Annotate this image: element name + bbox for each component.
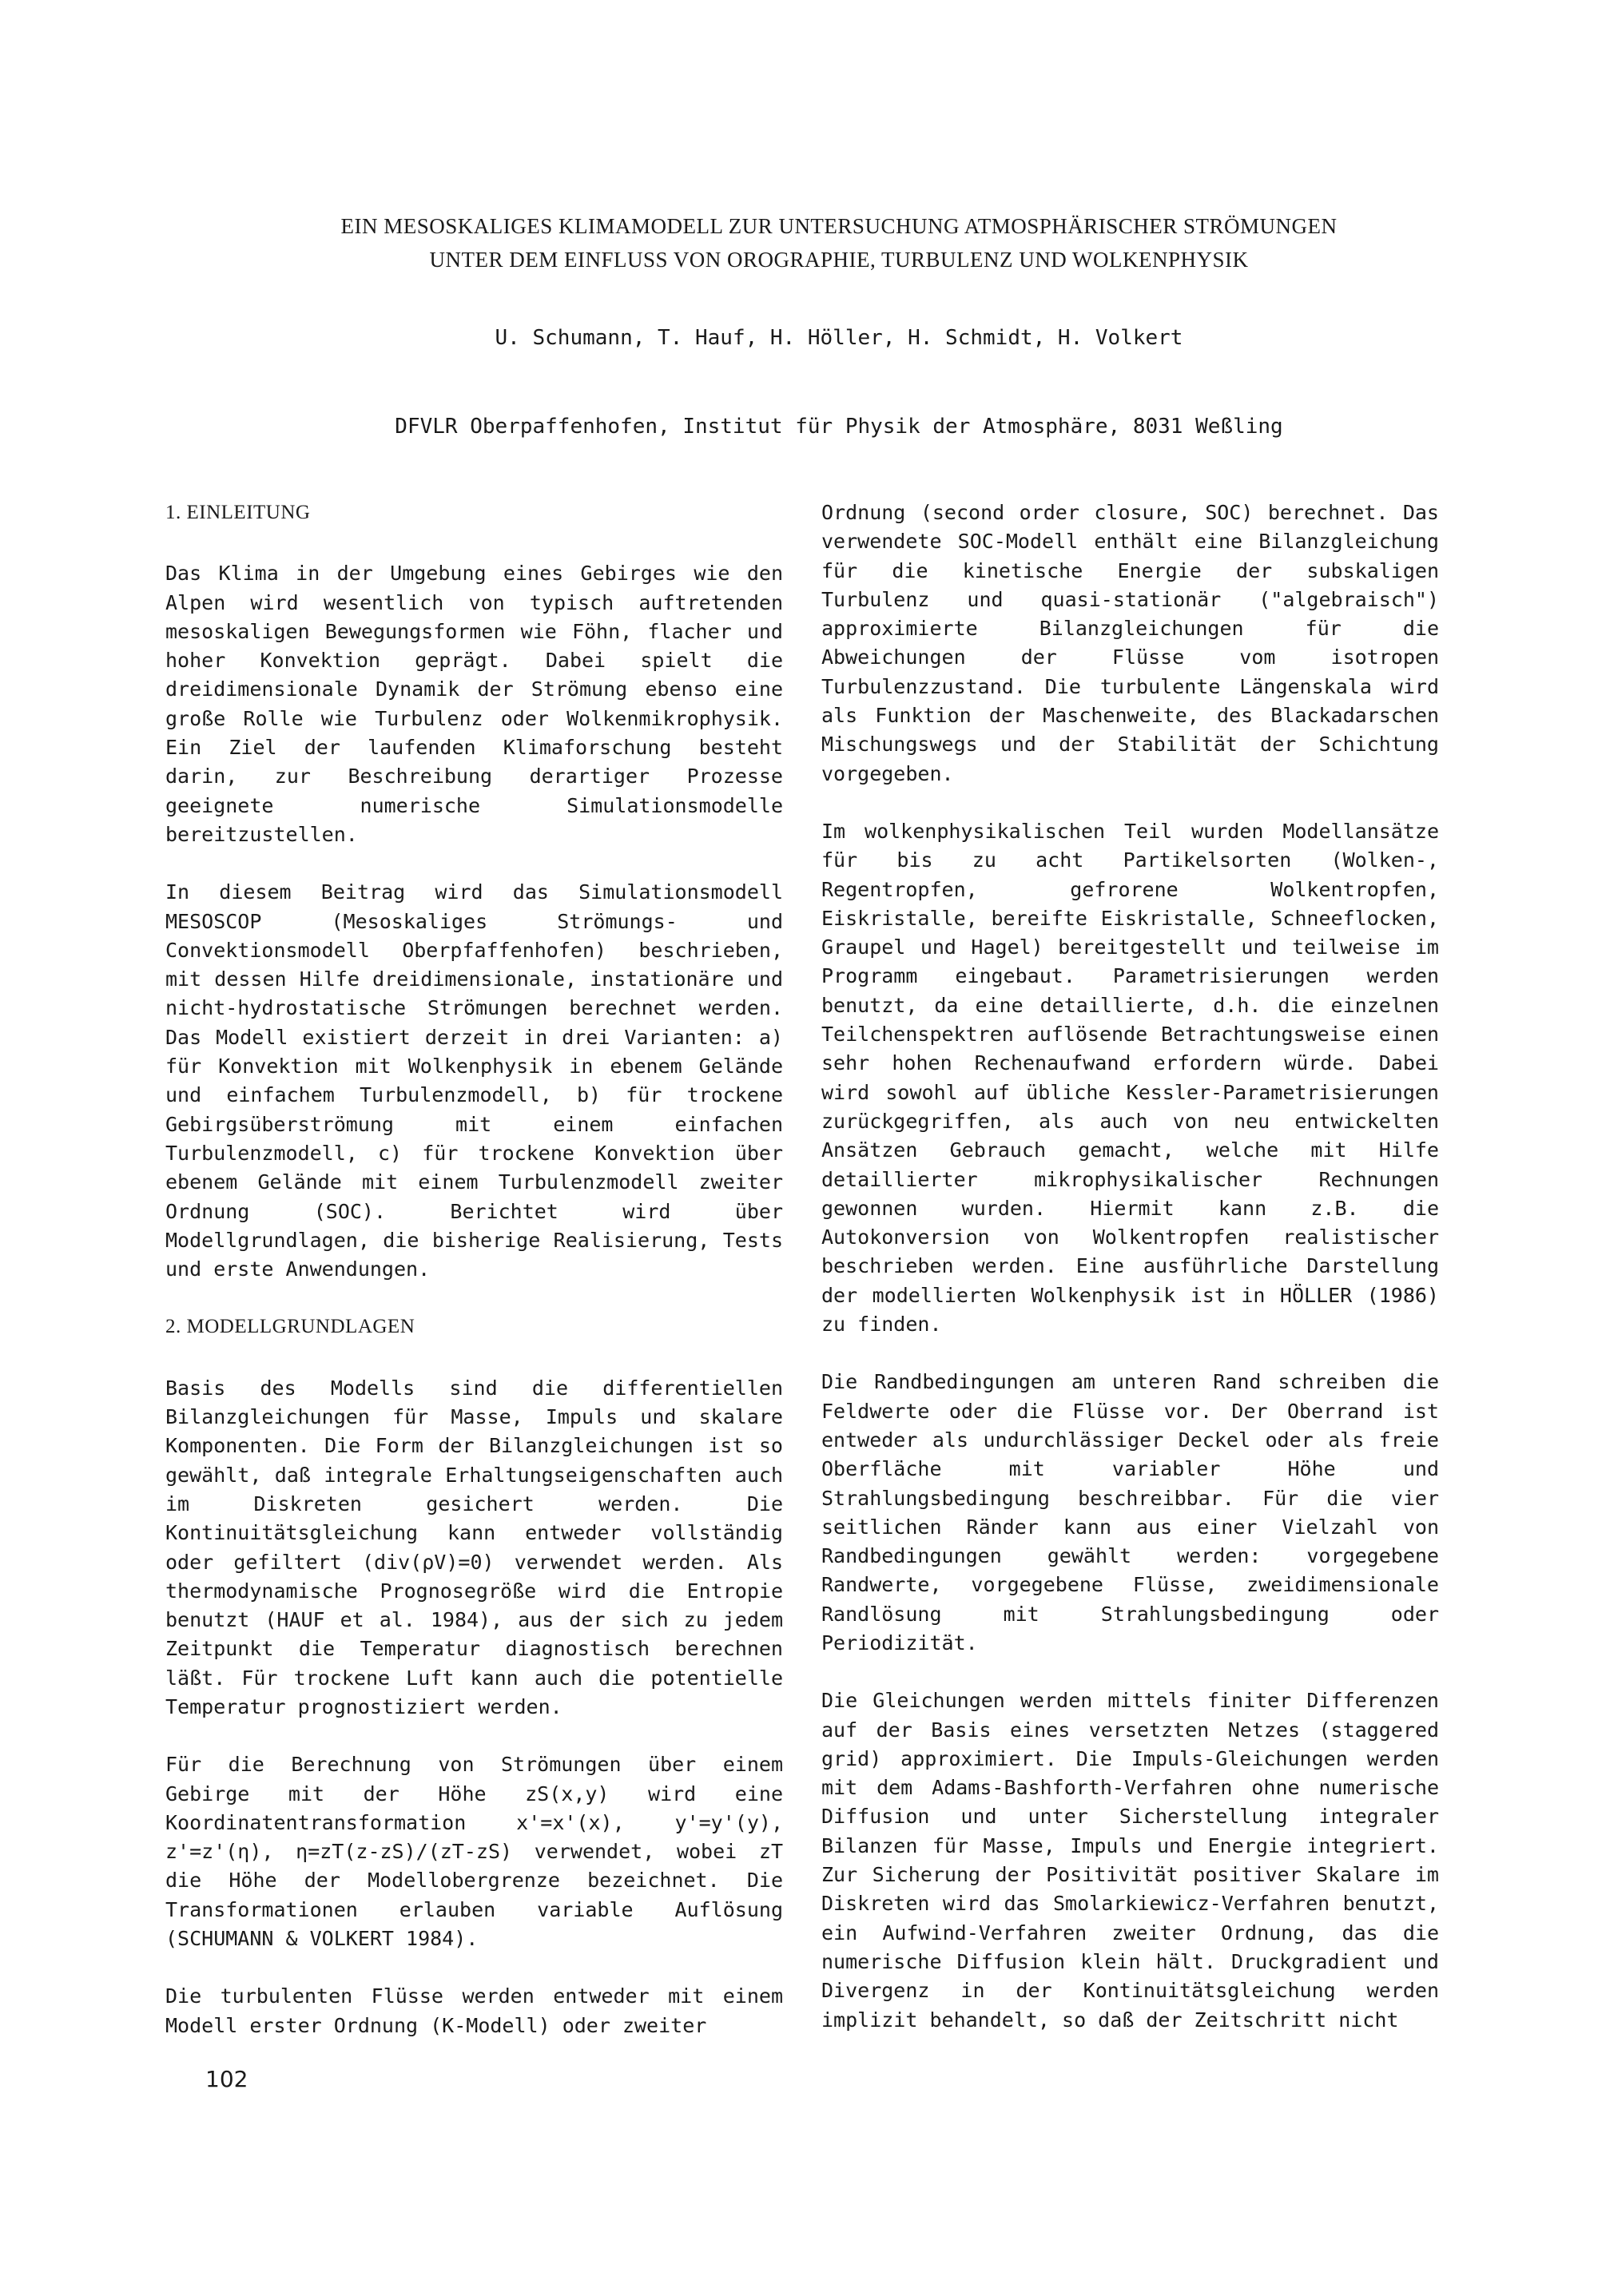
title-line-2: UNTER DEM EINFLUSS VON OROGRAPHIE, TURBULENZ UND WOLKENPHYSIK bbox=[429, 248, 1249, 272]
paragraph: Ordnung (second order closure, SOC) berechnet. Das verwendete SOC-Modell enthält eine Bilanzgleichung für die kinetische Energie der subskaligen Turbulenz und quasi-stationär ("algebraisch") approximierte Bilanzgleichungen für die Abweichungen der Flüsse vom isotropen Turbulenzzustand. Die turbulente Längenskala wird als Funktion der Maschenweite, des Blackadarschen Mischungswegs und der Stabilität der Schichtung vorgegeben. bbox=[821, 501, 1439, 785]
page-number: 102 bbox=[205, 2066, 248, 2092]
title-line-1: EIN MESOSKALIGES KLIMAMODELL ZUR UNTERSUCHUNG ATMOSPHÄRISCHER STRÖMUNGEN bbox=[340, 214, 1338, 238]
left-column bbox=[165, 499, 783, 2040]
author-list: U. Schumann, T. Hauf, H. Höller, H. Schmidt, H. Volkert bbox=[495, 326, 1183, 350]
paragraph: Die turbulenten Flüsse werden entweder mit einem Modell erster Ordnung (K-Modell) oder zweiter bbox=[165, 1984, 783, 2037]
section-heading-einleitung: 1. EINLEITUNG bbox=[165, 502, 311, 523]
paragraph: Die Randbedingungen am unteren Rand schreiben die Feldwerte oder die Flüsse vor. Der Oberrand ist entweder als undurchlässiger Deckel oder als freie Oberfläche mit variabler Höhe und Strahlungsbedingung beschreibbar. Für die vier seitlichen Ränder kann aus einer Vielzahl von Randbedingungen gewählt werden: vorgegebene Randwerte, vorgegebene Flüsse, zweidimensionale Randlösung mit Strahlungsbedingung oder Periodizität. bbox=[821, 1370, 1439, 1654]
institute-affiliation: DFVLR Oberpaffenhofen, Institut für Physik der Atmosphäre, 8031 Weßling bbox=[395, 415, 1283, 439]
paragraph: Im wolkenphysikalischen Teil wurden Modellansätze für bis zu acht Partikelsorten (Wolken-, Regentropfen, gefrorene Wolkentropfen, Eiskristalle, bereifte Eiskristalle, Schneeflocken, Graupel und Hagel) bereitgestellt und teilweise im Programm eingebaut. Parametrisierungen werden benutzt, da eine detaillierte, d.h. die einzelnen Teilchenspektren auflösende Betrachtungsweise einen sehr hohen Rechenaufwand erfordern würde. Dabei wird sowohl auf übliche Kessler-Parametrisierungen zurückgegriffen, als auch von neu entwickelten Ansätzen Gebrauch gemacht, welche mit Hilfe detaillierter mikrophysikalischer Rechnungen gewonnen wurden. Hiermit kann z.B. die Autokonversion von Wolkentropfen realistischer beschrieben werden. Eine ausführliche Darstellung der modellierten Wolkenphysik ist in HÖLLER (1986) zu finden. bbox=[821, 819, 1439, 1337]
paragraph: Basis des Modells sind die differentiellen Bilanzgleichungen für Masse, Impuls und skalare Komponenten. Die Form der Bilanzgleichungen ist so gewählt, daß integrale Erhaltungseigenschaften auch im Diskreten gesichert werden. Die Kontinuitätsgleichung kann entweder vollständig oder gefiltert (div(ρV)=0) verwendet werden. Als thermodynamische Prognosegröße wird die Entropie benutzt (HAUF et al. 1984), aus der sich zu jedem Zeitpunkt die Temperatur diagnostisch berechnen läßt. Für trockene Luft kann auch die potentielle Temperatur prognostiziert werden. bbox=[165, 1376, 783, 1718]
paragraph: In diesem Beitrag wird das Simulationsmodell MESOSCOP (Mesoskaliges Strömungs- und Convektionsmodell Oberpfaffenhofen) beschrieben, mit dessen Hilfe dreidimensionale, instationäre und nicht-hydrostatische Strömungen berechnet werden. Das Modell existiert derzeit in drei Varianten: a) für Konvektion mit Wolkenphysik in ebenem Gelände und einfachem Turbulenzmodell, b) für trockene Gebirgsüberströmung mit einem einfachen Turbulenzmodell, c) für trockene Konvektion über ebenem Gelände mit einem Turbulenzmodell zweiter Ordnung (SOC). Berichtet wird über Modellgrundlagen, die bisherige Realisierung, Tests und erste Anwendungen. bbox=[165, 880, 783, 1281]
right-column bbox=[821, 499, 1439, 2035]
paragraph: Das Klima in der Umgebung eines Gebirges wie den Alpen wird wesentlich von typisch auftretenden mesoskaligen Bewegungsformen wie Föhn, flacher und hoher Konvektion geprägt. Dabei spielt die dreidimensionale Dynamik der Strömung ebenso eine große Rolle wie Turbulenz oder Wolkenmikrophysik. Ein Ziel der laufenden Klimaforschung besteht darin, zur Beschreibung derartiger Prozesse geeignete numerische Simulationsmodelle bereitzustellen. bbox=[165, 562, 783, 846]
paragraph: Für die Berechnung von Strömungen über einem Gebirge mit der Höhe zS(x,y) wird eine Koordinatentransformation x'=x'(x), y'=y'(y), z'=z'(η), η=zT(z-zS)/(zT-zS) verwendet, wobei zT die Höhe der Modellobergrenze bezeichnet. Die Transformationen erlauben variable Auflösung (SCHUMANN & VOLKERT 1984). bbox=[165, 1753, 783, 1951]
paragraph: Die Gleichungen werden mittels finiter Differenzen auf der Basis eines versetzten Netzes (staggered grid) approximiert. Die Impuls-Gleichungen werden mit dem Adams-Bashforth-Verfahren ohne numerische Diffusion und unter Sicherstellung integraler Bilanzen für Masse, Impuls und Energie integriert. Zur Sicherung der Positivität positiver Skalare im Diskreten wird das Smolarkiewicz-Verfahren benutzt, ein Aufwind-Verfahren zweiter Ordnung, das die numerische Diffusion klein hält. Druckgradient und Divergenz in der Kontinuitätsgleichung werden implizit behandelt, so daß der Zeitschritt nicht bbox=[821, 1689, 1439, 2032]
section-heading-modellgrundlagen: 2. MODELLGRUNDLAGEN bbox=[165, 1316, 415, 1338]
paper-title bbox=[208, 209, 1470, 276]
